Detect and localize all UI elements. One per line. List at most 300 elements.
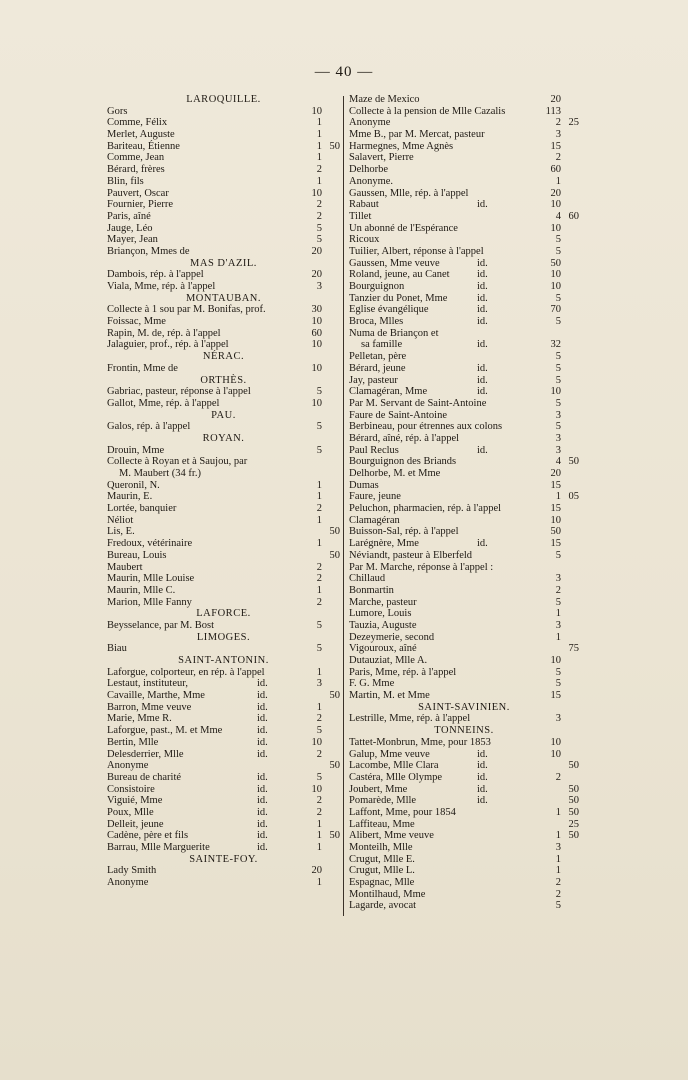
entry-name: Briançon, Mmes de — [107, 245, 190, 257]
entry-name: Rabaut — [349, 199, 379, 211]
entry-name: Lady Smith — [107, 865, 157, 877]
entry-name: Néviandt, pasteur à Elberfeld — [349, 549, 473, 561]
subscription-entry — [107, 211, 340, 223]
entry-name: Mme B., par M. Mercat, pasteur — [349, 129, 485, 141]
subscription-entry — [349, 188, 579, 200]
entry-name: Paris, Mme, rép. à l'appel — [349, 666, 457, 678]
subscription-entry — [107, 269, 340, 281]
subscription-entry — [107, 807, 340, 819]
entry-francs: 1 — [316, 479, 322, 491]
entry-name: Collecte à la pension de Mlle Cazalis — [349, 105, 506, 117]
subscription-entry — [349, 620, 579, 632]
entry-idem: id. — [477, 292, 488, 304]
entry-francs: 1 — [555, 491, 561, 503]
entry-name-continued: M. Maubert (34 fr.) — [119, 468, 201, 479]
subscription-entry — [349, 293, 579, 305]
entry-francs: 5 — [555, 596, 561, 608]
entry-centimes: 25 — [568, 818, 579, 830]
section-heading-text: ROYAN. — [202, 432, 245, 444]
entry-idem: id. — [477, 257, 488, 269]
subscription-entry — [107, 515, 340, 527]
subscription-entry — [349, 655, 579, 667]
entry-francs: 5 — [555, 900, 561, 912]
entry-francs: 3 — [555, 409, 561, 421]
subscription-entry — [349, 819, 579, 831]
entry-name: Blin, fils — [107, 175, 144, 187]
entry-centimes: 50 — [329, 140, 340, 152]
subscription-entry — [349, 223, 579, 235]
entry-francs: 1 — [316, 117, 322, 129]
entry-francs: 5 — [316, 421, 322, 433]
entry-idem: id. — [257, 771, 268, 783]
entry-francs: 2 — [316, 713, 322, 725]
entry-name: Laforgue, past., M. et Mme — [107, 725, 223, 737]
subscription-entry — [349, 737, 579, 749]
entry-francs: 1 — [555, 865, 561, 877]
entry-francs: 10 — [311, 187, 322, 199]
entry-centimes: 50 — [329, 830, 340, 842]
entry-francs: 4 — [555, 210, 561, 222]
entry-francs: 3 — [555, 444, 561, 456]
subscription-entry — [107, 830, 340, 842]
entry-centimes: 50 — [568, 795, 579, 807]
entry-francs: 10 — [311, 783, 322, 795]
entry-name: Faure, jeune — [349, 491, 401, 503]
subscription-entry — [349, 94, 579, 106]
subscription-entry — [349, 445, 579, 457]
entry-francs: 50 — [550, 257, 561, 269]
entry-name: Clamagéran — [349, 514, 400, 526]
subscription-entry — [107, 141, 340, 153]
section-heading — [107, 258, 340, 270]
subscription-entry — [107, 456, 340, 479]
entry-name: Lagarde, avocat — [349, 900, 417, 912]
subscription-entry — [107, 164, 340, 176]
subscription-entry — [349, 304, 579, 316]
subscription-entry — [349, 456, 579, 468]
entry-idem: id. — [257, 818, 268, 830]
entry-francs: 3 — [555, 432, 561, 444]
entry-name: Rapin, M. de, rép. à l'appel — [107, 327, 221, 339]
entry-francs: 50 — [550, 526, 561, 538]
entry-name: Peluchon, pharmacien, rép. à l'appel — [349, 503, 502, 515]
subscription-entry — [349, 328, 579, 351]
entry-francs: 3 — [555, 619, 561, 631]
section-heading-text: PAU. — [211, 409, 236, 421]
entry-francs: 4 — [555, 456, 561, 468]
entry-francs: 1 — [316, 514, 322, 526]
entry-francs: 1 — [316, 818, 322, 830]
subscription-entry — [349, 538, 579, 550]
entry-name: Cavaille, Marthe, Mme — [107, 690, 205, 702]
entry-name-continued: sa famille — [361, 339, 403, 351]
entry-centimes: 75 — [568, 643, 579, 655]
subscription-entry — [107, 877, 340, 889]
entry-name: Joubert, Mme — [349, 783, 408, 795]
entry-name: Dumas — [349, 479, 379, 491]
entry-francs: 10 — [311, 316, 322, 328]
entry-francs: 60 — [550, 164, 561, 176]
entry-idem: id. — [477, 538, 488, 550]
entry-centimes: 50 — [568, 830, 579, 842]
entry-name: Jauge, Léo — [107, 222, 153, 234]
subscription-entry — [107, 678, 340, 690]
subscription-entry — [107, 363, 340, 375]
entry-francs: 15 — [550, 538, 561, 550]
entry-name: Tanzier du Ponet, Mme — [349, 292, 448, 304]
entry-francs: 5 — [316, 771, 322, 783]
entry-name: Drouin, Mme — [107, 444, 165, 456]
entry-francs: 5 — [555, 678, 561, 690]
entry-centimes: 50 — [568, 783, 579, 795]
subscription-entry — [349, 573, 579, 585]
entry-name: Maurin, Mlle Louise — [107, 573, 195, 585]
subscription-entry — [349, 900, 579, 912]
subscription-entry — [349, 877, 579, 889]
entry-name: Tillet — [349, 210, 372, 222]
entry-idem: id. — [257, 736, 268, 748]
subscription-entry — [349, 468, 579, 480]
entry-francs: 70 — [550, 304, 561, 316]
subscription-entry — [349, 176, 579, 188]
subscription-entry — [349, 199, 579, 211]
subscription-entry — [107, 176, 340, 188]
entry-francs: 1 — [316, 140, 322, 152]
entry-name: Broca, Mlles — [349, 316, 404, 328]
entry-name: Clamagéran, Mme — [349, 386, 428, 398]
entry-centimes: 50 — [329, 760, 340, 772]
entry-francs: 2 — [316, 573, 322, 585]
entry-francs: 2 — [555, 152, 561, 164]
entry-francs: 5 — [555, 666, 561, 678]
subscription-entry — [107, 281, 340, 293]
subscription-entry — [349, 503, 579, 515]
section-heading-text: NÉRAC. — [202, 351, 245, 363]
entry-name: Laforgue, colporteur, en rép. à l'appel — [107, 666, 265, 678]
entry-francs: 2 — [316, 748, 322, 760]
entry-centimes: 25 — [568, 117, 579, 129]
entry-name: Foissac, Mme — [107, 316, 166, 328]
subscription-entry — [349, 398, 579, 410]
entry-name: Marion, Mlle Fanny — [107, 596, 192, 608]
entry-francs: 3 — [316, 281, 322, 292]
entry-name: Delesderrier, Mlle — [107, 748, 184, 760]
entry-idem: id. — [257, 725, 268, 737]
entry-name: Frontin, Mme de — [107, 362, 178, 374]
entry-name: Paris, aîné — [107, 210, 151, 222]
entry-idem: id. — [257, 783, 268, 795]
section-heading — [107, 632, 340, 644]
entry-name: Jalaguier, prof., rép. à l'appel — [107, 339, 229, 351]
entry-idem: id. — [477, 783, 488, 795]
subscription-entry — [349, 854, 579, 866]
entry-centimes: 50 — [568, 760, 579, 772]
entry-name: Beysselance, par M. Bost — [107, 619, 215, 631]
entry-name: Lestrille, Mme, rép. à l'appel — [349, 713, 471, 725]
entry-name: Gallot, Mme, rép. à l'appel — [107, 397, 220, 409]
entry-name: Anonyme — [107, 877, 149, 889]
entry-francs: 10 — [550, 736, 561, 748]
subscription-entry — [107, 772, 340, 784]
entry-francs: 1 — [316, 842, 322, 854]
entry-idem: id. — [477, 771, 488, 783]
subscription-entry — [107, 503, 340, 515]
section-heading — [107, 433, 340, 445]
entry-francs: 5 — [555, 362, 561, 374]
entry-name: Ricoux — [349, 234, 380, 246]
subscription-entry — [107, 643, 340, 655]
entry-francs: 1 — [316, 538, 322, 550]
entry-name: Anonyme. — [349, 175, 394, 187]
entry-centimes: 50 — [568, 456, 579, 468]
entry-francs: 1 — [555, 853, 561, 865]
entry-idem: id. — [257, 678, 268, 690]
subscription-entry — [349, 678, 579, 690]
entry-name: Barrau, Mlle Marguerite — [107, 842, 210, 854]
entry-francs: 2 — [555, 877, 561, 889]
subscription-entry — [107, 538, 340, 550]
entry-name: Monteilh, Mlle — [349, 842, 413, 854]
entry-francs: 2 — [555, 888, 561, 900]
entry-name: Chillaud — [349, 573, 386, 585]
entry-name: Laffiteau, Mme — [349, 818, 415, 830]
subscription-entry — [349, 643, 579, 655]
entry-name: Roland, jeune, au Canet — [349, 269, 450, 281]
entry-name: Vigouroux, aîné — [349, 643, 417, 655]
entry-name: Néliot — [107, 514, 134, 526]
entry-idem: id. — [477, 199, 488, 211]
subscription-entry — [107, 234, 340, 246]
entry-francs: 5 — [555, 234, 561, 246]
section-heading — [107, 94, 340, 106]
entry-francs: 1 — [316, 175, 322, 187]
entry-name: Tuilier, Albert, réponse à l'appel — [349, 245, 484, 257]
subscription-entry — [349, 550, 579, 562]
subscription-entry — [349, 258, 579, 270]
entry-name: Biau — [107, 643, 127, 655]
entry-idem: id. — [477, 269, 488, 281]
entry-name: Berbineau, pour étrennes aux colons — [349, 421, 503, 433]
entry-name: Castéra, Mlle Olympe — [349, 771, 443, 783]
entry-name: Tattet-Monbrun, Mme, pour 1853 — [349, 736, 491, 748]
entry-name: Maubert — [107, 561, 143, 573]
section-heading — [107, 410, 340, 422]
subscription-entry — [107, 795, 340, 807]
subscription-entry — [349, 141, 579, 153]
entry-name: Salavert, Pierre — [349, 152, 414, 164]
subscription-entry — [107, 713, 340, 725]
subscription-entry — [107, 421, 340, 433]
subscription-entry — [107, 386, 340, 398]
entry-francs: 2 — [316, 795, 322, 807]
entry-centimes: 05 — [568, 491, 579, 503]
subscription-entry — [107, 491, 340, 503]
entry-name: Bertin, Mlle — [107, 736, 159, 748]
entry-name: Buisson-Sal, rép. à l'appel — [349, 526, 459, 538]
entry-name: Lacombe, Mlle Clara — [349, 760, 439, 772]
subscription-entry — [107, 480, 340, 492]
entry-francs: 5 — [316, 222, 322, 234]
subscription-entry — [349, 562, 579, 574]
subscription-entry — [349, 351, 579, 363]
entry-name: Bureau de charité — [107, 771, 182, 783]
entry-francs: 2 — [316, 164, 322, 176]
subscription-entry — [107, 737, 340, 749]
subscription-entry — [349, 889, 579, 901]
subscription-entry — [349, 363, 579, 375]
subscription-entry — [107, 152, 340, 164]
entry-francs: 10 — [311, 736, 322, 748]
column-divider — [343, 96, 344, 916]
subscription-entry — [107, 550, 340, 562]
entry-francs: 2 — [316, 806, 322, 818]
entry-idem: id. — [477, 444, 488, 456]
subscription-entry — [107, 784, 340, 796]
section-heading-text: LAROQUILLE. — [186, 94, 261, 105]
entry-francs: 1 — [316, 701, 322, 713]
entry-name: Cadène, père et fils — [107, 830, 189, 842]
entry-name: Dezeymerie, second — [349, 631, 435, 643]
entry-name: Bérard, jeune — [349, 362, 406, 374]
subscription-entry — [107, 445, 340, 457]
entry-francs: 5 — [555, 549, 561, 561]
entry-name: Bonmartin — [349, 584, 394, 596]
entry-name: Anonyme — [107, 760, 149, 772]
entry-idem: id. — [477, 760, 488, 772]
entry-francs: 2 — [316, 503, 322, 515]
entry-name: Lortée, banquier — [107, 503, 177, 515]
entry-name: Viguié, Mme — [107, 795, 163, 807]
entry-idem: id. — [477, 339, 488, 351]
entry-name: Comme, Jean — [107, 152, 165, 164]
subscription-entry — [349, 713, 579, 725]
section-heading — [107, 351, 340, 363]
subscription-entry — [107, 620, 340, 632]
subscription-entry — [349, 632, 579, 644]
entry-name: Dambois, rép. à l'appel — [107, 269, 204, 281]
entry-francs: 1 — [316, 877, 322, 889]
entry-francs: 1 — [555, 830, 561, 842]
entry-francs: 5 — [316, 643, 322, 655]
entry-francs: 5 — [316, 725, 322, 737]
subscription-entry — [349, 795, 579, 807]
entry-name: Dutauziat, Mlle A. — [349, 655, 428, 667]
entry-francs: 2 — [316, 199, 322, 211]
entry-francs: 3 — [555, 129, 561, 141]
entry-francs: 10 — [550, 281, 561, 292]
entry-idem: id. — [257, 690, 268, 702]
subscription-entry — [349, 865, 579, 877]
subscription-entry — [107, 760, 340, 772]
entry-name: Collecte à 1 sou par M. Bonifas, prof. — [107, 304, 266, 316]
entry-idem: id. — [257, 795, 268, 807]
entry-name: Un abonné de l'Espérance — [349, 222, 458, 234]
subscription-entry — [349, 375, 579, 387]
subscription-entry — [349, 106, 579, 118]
subscription-entry — [107, 304, 340, 316]
entry-francs: 5 — [316, 444, 322, 456]
entry-name: Faure de Saint-Antoine — [349, 409, 447, 421]
entry-francs: 5 — [555, 397, 561, 409]
entry-francs: 1 — [316, 666, 322, 678]
subscription-entry — [107, 585, 340, 597]
section-heading-text: MONTAUBAN. — [185, 292, 262, 304]
entry-idem: id. — [257, 842, 268, 854]
subscription-entry — [349, 784, 579, 796]
section-heading — [107, 854, 340, 866]
entry-idem: id. — [477, 748, 488, 760]
left-column — [107, 94, 340, 889]
entry-francs: 1 — [555, 175, 561, 187]
subscription-entry — [349, 410, 579, 422]
entry-idem: id. — [477, 374, 488, 386]
subscription-entry — [349, 667, 579, 679]
entry-name: Consistoire — [107, 783, 155, 795]
entry-name: Fredoux, vétérinaire — [107, 538, 193, 550]
entry-francs: 1 — [316, 491, 322, 503]
entry-francs: 10 — [311, 397, 322, 409]
section-heading-text: MAS D'AZIL. — [190, 257, 257, 269]
subscription-entry — [349, 515, 579, 527]
subscription-entry — [107, 865, 340, 877]
subscription-entry — [107, 328, 340, 340]
entry-francs: 5 — [555, 351, 561, 363]
entry-francs: 60 — [311, 327, 322, 339]
section-heading — [107, 655, 340, 667]
subscription-entry — [349, 830, 579, 842]
entry-name: Marie, Mme R. — [107, 713, 172, 725]
subscription-entry — [107, 842, 340, 854]
entry-francs: 3 — [555, 842, 561, 854]
entry-name: Eglise évangélique — [349, 304, 429, 316]
entry-name: Par M. Marche, réponse à l'appel : — [349, 561, 494, 573]
entry-name: Laffont, Mme, pour 1854 — [349, 806, 456, 818]
subscription-entry — [349, 281, 579, 293]
subscription-entry — [349, 152, 579, 164]
subscription-entry — [107, 725, 340, 737]
subscription-entry — [107, 339, 340, 351]
entry-name: Delhorbe — [349, 164, 389, 176]
entry-francs: 5 — [316, 619, 322, 631]
entry-name: Jay, pasteur — [349, 374, 398, 386]
entry-centimes: 60 — [568, 210, 579, 222]
subscription-entry — [107, 749, 340, 761]
entry-francs: 15 — [550, 503, 561, 515]
entry-idem: id. — [477, 795, 488, 807]
subscription-entry — [107, 199, 340, 211]
subscription-entry — [349, 421, 579, 433]
entry-name: Galos, rép. à l'appel — [107, 421, 191, 433]
entry-name: Maurin, Mlle C. — [107, 584, 176, 596]
entry-name: Queronil, N. — [107, 479, 160, 491]
entry-name: Fournier, Pierre — [107, 199, 174, 211]
entry-francs: 5 — [555, 292, 561, 304]
entry-name: Alibert, Mme veuve — [349, 830, 434, 842]
subscription-entry — [349, 608, 579, 620]
entry-francs: 20 — [550, 187, 561, 199]
subscription-entry — [349, 597, 579, 609]
entry-name: Gors — [107, 105, 128, 117]
entry-francs: 10 — [311, 339, 322, 351]
entry-name: Collecte à Royan et à Saujou, par — [107, 456, 248, 468]
entry-name: Merlet, Auguste — [107, 129, 175, 141]
subscription-entry — [349, 129, 579, 141]
subscription-entry — [349, 807, 579, 819]
entry-francs: 2 — [316, 596, 322, 608]
subscription-entry — [107, 398, 340, 410]
entry-name: Martin, M. et Mme — [349, 690, 430, 702]
entry-name: Harmegnes, Mme Agnès — [349, 140, 454, 152]
